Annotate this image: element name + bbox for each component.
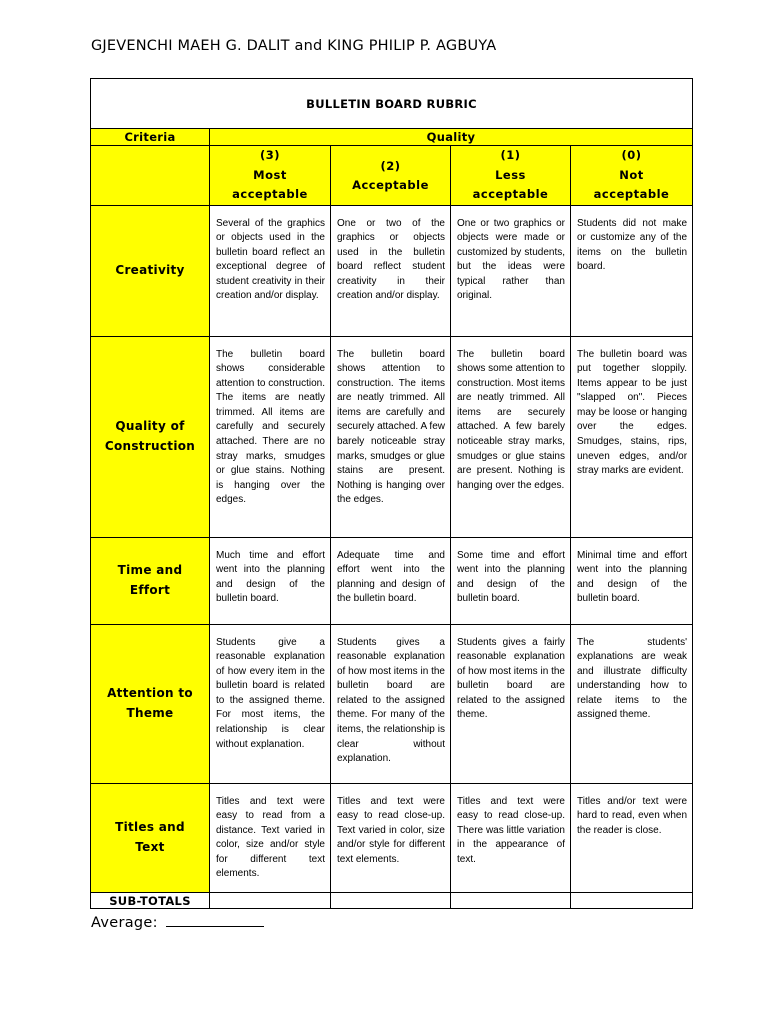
criterion-label: Quality of — [115, 419, 185, 433]
header-row — [91, 129, 693, 146]
criterion-time-and-effort — [91, 537, 210, 624]
level-2-header — [331, 146, 451, 206]
rubric-cell: Students give a reasonable explanation of how every item in the bulletin board is related to the assigned theme. For most items, the relationship is clear without explanation. — [210, 624, 331, 783]
criterion-label: Creativity — [115, 262, 185, 277]
criterion-label: Construction — [104, 438, 196, 453]
criterion-label: Effort — [129, 582, 171, 597]
levels-corner-cell — [91, 146, 210, 206]
level-label: Acceptable — [352, 178, 429, 193]
rubric-cell: One or two graphics or objects were made or customized by students, but the ideas were typical rather than original. — [451, 205, 571, 336]
rubric-cell: Titles and text were easy to read from a distance. Text varied in color, size and/or style for different text elements. — [210, 783, 331, 893]
levels-row — [91, 146, 693, 206]
level-label: acceptable — [472, 187, 549, 201]
level-score: (2) — [380, 158, 401, 173]
criterion-label: Theme — [126, 705, 174, 720]
rubric-cell: Titles and/or text were hard to read, even when the reader is close. — [571, 783, 693, 893]
criterion-label: Titles and — [115, 820, 185, 835]
criterion-label: Text — [135, 839, 165, 854]
level-label: Less — [495, 167, 526, 182]
rubric-cell: Titles and text were easy to read close-up. There was little variation in the appearance of text. — [451, 783, 571, 893]
level-1-header — [451, 146, 571, 206]
average-line — [91, 912, 264, 931]
subtotal-cell[interactable] — [210, 893, 331, 909]
level-label: acceptable — [593, 187, 670, 201]
level-score: (1) — [500, 148, 521, 162]
titles-text-row — [91, 783, 693, 893]
level-score: (3) — [259, 148, 280, 162]
attention-theme-row — [91, 624, 693, 783]
rubric-cell: Titles and text were easy to read close-up. Text varied in color, size and/or style for different text elements. — [331, 783, 451, 893]
level-label: acceptable — [232, 187, 308, 201]
time-effort-row — [91, 537, 693, 624]
level-label: Most — [253, 167, 287, 182]
criterion-titles-and-text — [91, 783, 210, 893]
subtotal-cell[interactable] — [451, 893, 571, 909]
rubric-cell: Adequate time and effort went into the planning and design of the bulletin board. — [331, 537, 451, 624]
subtotals-row — [91, 893, 693, 909]
criterion-attention-to-theme — [91, 624, 210, 783]
document-authors: GJEVENCHI MAEH G. DALIT and KING PHILIP P. AGBUYA — [91, 38, 497, 54]
average-blank[interactable] — [166, 912, 264, 927]
rubric-cell: The students' explanations are weak and illustrate difficulty understanding how to relate items to the assigned theme. — [571, 624, 693, 783]
level-0-header — [571, 146, 693, 206]
title-row — [91, 79, 693, 129]
rubric-cell: Students did not make or customize any of the items on the bulletin board. — [571, 205, 693, 336]
average-label: Average: — [91, 915, 158, 931]
quality-header: Quality — [210, 129, 693, 146]
rubric-cell: Much time and effort went into the planning and design of the bulletin board. — [210, 537, 331, 624]
subtotal-cell[interactable] — [331, 893, 451, 909]
rubric-cell: The bulletin board shows some attention to construction. Most items are neatly trimmed. All items are securely attached. A few barely noticeable stray marks, smudges or glue stains are present. Nothing is hanging over the edges. — [451, 336, 571, 537]
criteria-header: Criteria — [91, 129, 210, 146]
rubric-cell: The bulletin board shows considerable attention to construction. The items are neatly trimmed. All items are carefully and securely attached. There are no stray marks, smudges or glue stains. Nothing is hanging over the edges. — [210, 336, 331, 537]
rubric-cell: Minimal time and effort went into the planning and design of the bulletin board. — [571, 537, 693, 624]
criterion-label: Time and — [117, 563, 183, 577]
subtotals-label: SUB-TOTALS — [91, 893, 210, 909]
rubric-table — [90, 78, 693, 909]
creativity-row — [91, 205, 693, 336]
level-score: (0) — [621, 148, 642, 162]
level-3-header — [210, 146, 331, 206]
rubric-cell: Some time and effort went into the planning and design of the bulletin board. — [451, 537, 571, 624]
criterion-quality-of-construction — [91, 336, 210, 537]
rubric-cell: Students gives a reasonable explanation of how most items in the bulletin board are related to the assigned theme. For many of the items, the relationship is clear without explanation. — [331, 624, 451, 783]
rubric-cell: Several of the graphics or objects used in the bulletin board reflect an exceptional degree of student creativity in their creation and/or display. — [210, 205, 331, 336]
subtotal-cell[interactable] — [571, 893, 693, 909]
rubric-cell: The bulletin board shows attention to construction. The items are neatly trimmed. All items are carefully and securely attached. A few barely noticeable stray marks, smudges or glue stains are present. Nothing is hanging over the edges. — [331, 336, 451, 537]
rubric-title: BULLETIN BOARD RUBRIC — [91, 79, 693, 129]
criterion-creativity — [91, 205, 210, 336]
rubric-cell: The bulletin board was put together sloppily. Items appear to be just "slapped on". Pieces may be loose or hanging over the edges. Smudges, stains, rips, uneven edges, and/or stray marks are evident. — [571, 336, 693, 537]
rubric-cell: One or two of the graphics or objects used in the bulletin board reflect student creativity in their creation and/or display. — [331, 205, 451, 336]
criterion-label: Attention to — [107, 686, 193, 700]
construction-row — [91, 336, 693, 537]
rubric-cell: Students gives a fairly reasonable explanation of how most items in the bulletin board are related to the assigned theme. — [451, 624, 571, 783]
level-label: Not — [619, 167, 644, 182]
